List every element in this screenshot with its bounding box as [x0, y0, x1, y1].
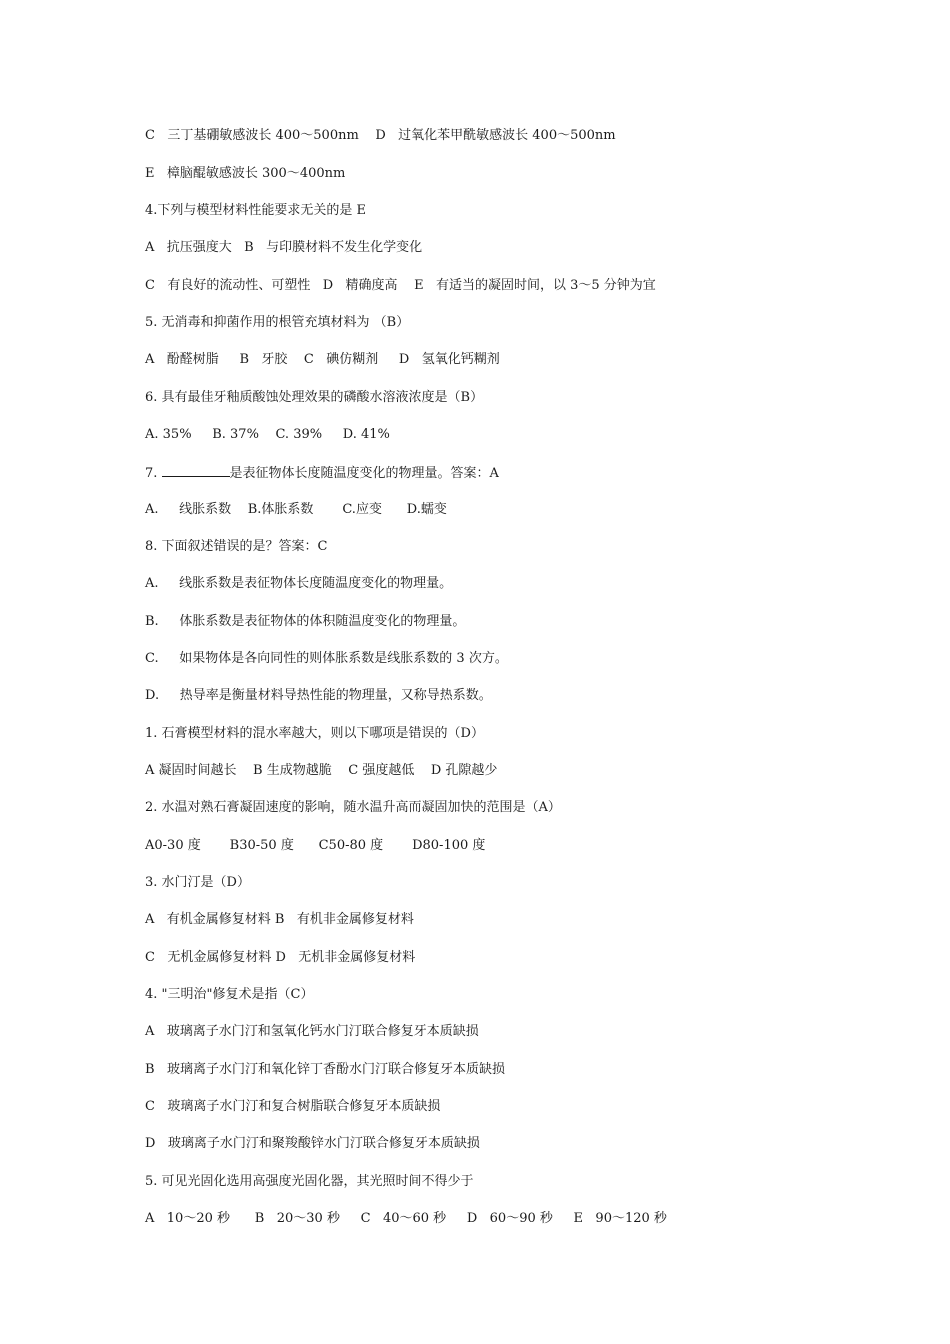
fill-in-blank: [162, 464, 230, 477]
options-line: A 有机金属修复材料 B 有机非金属修复材料: [145, 912, 414, 927]
option-line: A. 线胀系数是表征物体长度随温度变化的物理量。: [145, 576, 453, 591]
question-line: 5. 可见光固化选用高强度光固化器，其光照时间不得少于: [145, 1174, 474, 1189]
options-line: A 抗压强度大 B 与印膜材料不发生化学变化: [145, 240, 423, 255]
question-line: 1. 石膏模型材料的混水率越大，则以下哪项是错误的（D）: [145, 726, 484, 741]
option-line: C 玻璃离子水门汀和复合树脂联合修复牙本质缺损: [145, 1099, 441, 1114]
question-line-blank: [145, 464, 499, 482]
text-line: E 樟脑醌敏感波长 300～400nm: [145, 166, 346, 181]
question-text: 是表征物体长度随温度变化的物理量。答案：A: [229, 466, 499, 481]
options-line: C 无机金属修复材料 D 无机非金属修复材料: [145, 950, 416, 965]
option-line: B. 体胀系数是表征物体的体积随温度变化的物理量。: [145, 614, 466, 629]
option-line: C. 如果物体是各向同性的则体胀系数是线胀系数的 3 次方。: [145, 651, 508, 666]
question-line: 4.下列与模型材料性能要求无关的是 E: [145, 203, 367, 218]
question-line: 6. 具有最佳牙釉质酸蚀处理效果的磷酸水溶液浓度是（B）: [145, 390, 484, 405]
question-line: 2. 水温对熟石膏凝固速度的影响，随水温升高而凝固加快的范围是（A）: [145, 800, 561, 815]
options-line: A 凝固时间越长 B 生成物越脆 C 强度越低 D 孔隙越少: [145, 763, 498, 778]
option-line: D 玻璃离子水门汀和聚羧酸锌水门汀联合修复牙本质缺损: [145, 1136, 480, 1151]
options-line: C 有良好的流动性、可塑性 D 精确度高 E 有适当的凝固时间，以 3～5 分钟为宜: [145, 278, 656, 293]
options-line: A. 35% B. 37% C. 39% D. 41%: [145, 427, 390, 442]
option-line: B 玻璃离子水门汀和氧化锌丁香酚水门汀联合修复牙本质缺损: [145, 1062, 505, 1077]
options-line: A0-30 度 B30-50 度 C50-80 度 D80-100 度: [145, 838, 486, 853]
options-line: A. 线胀系数 B.体胀系数 C.应变 D.蠕变: [145, 502, 447, 517]
options-line: A 酚醛树脂 B 牙胶 C 碘仿糊剂 D 氢氧化钙糊剂: [145, 352, 500, 367]
question-line: 5. 无消毒和抑菌作用的根管充填材料为 （B）: [145, 315, 410, 330]
options-line: A 10～20 秒 B 20～30 秒 C 40～60 秒 D 60～90 秒 E 90～120 秒: [145, 1211, 667, 1226]
text-line: C 三丁基硼敏感波长 400～500nm D 过氧化苯甲酰敏感波长 400～500nm: [145, 128, 616, 143]
question-line: 4. "三明治"修复术是指（C）: [145, 987, 314, 1002]
option-line: D. 热导率是衡量材料导热性能的物理量，又称导热系数。: [145, 688, 492, 703]
option-line: A 玻璃离子水门汀和氢氧化钙水门汀联合修复牙本质缺损: [145, 1024, 479, 1039]
question-line: 3. 水门汀是（D）: [145, 875, 250, 890]
question-line: 8. 下面叙述错误的是？答案：C: [145, 539, 328, 554]
question-number: 7.: [145, 466, 162, 481]
